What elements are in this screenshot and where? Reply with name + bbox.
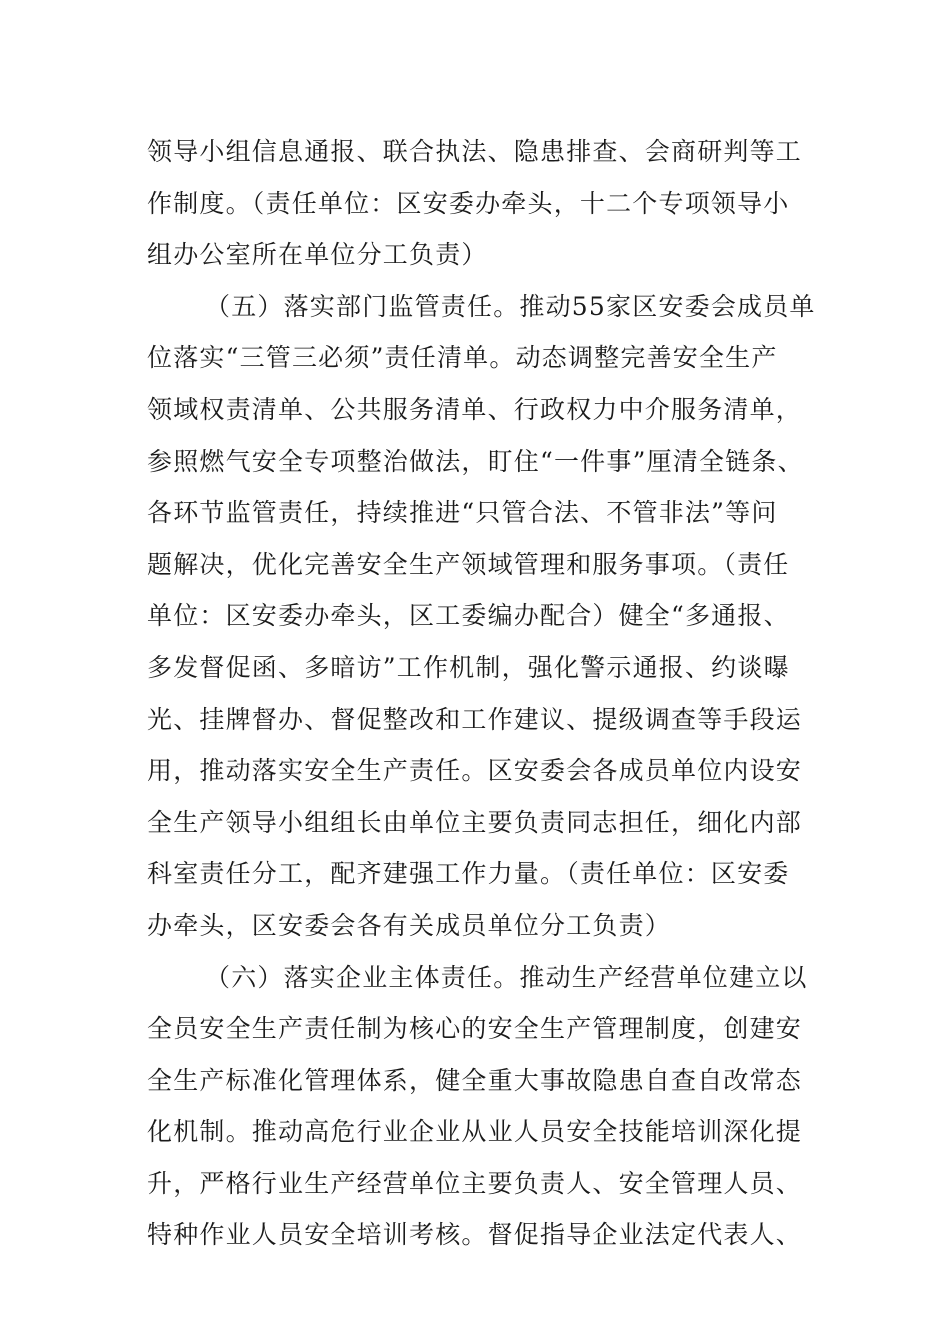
text-line: 光、挂牌督办、督促整改和工作建议、提级调查等手段运 — [147, 704, 803, 734]
text-line: 多发督促函、多暗访”工作机制，强化警示通报、约谈曝 — [147, 652, 790, 682]
text-line: 题解决，优化完善安全生产领域管理和服务事项。（责任 — [147, 549, 790, 579]
text-line: 作制度。（责任单位：区安委办牵头，十二个专项领导小 — [147, 188, 790, 218]
text-line: 组办公室所在单位分工负责） — [147, 240, 488, 270]
text-line: 特种作业人员安全培训考核。督促指导企业法定代表人、 — [147, 1220, 803, 1250]
text-line: 办牵头，区安委会各有关成员单位分工负责） — [147, 910, 672, 940]
text-line: 全生产标准化管理体系，健全重大事故隐患自查自改常态 — [147, 1065, 803, 1095]
section-five-heading-line: （五）落实部门监管责任。推动55家区安委会成员单 — [205, 291, 816, 321]
text-line: 全员安全生产责任制为核心的安全生产管理制度，创建安 — [147, 1014, 803, 1044]
text-line: 化机制。推动高危行业企业从业人员安全技能培训深化提 — [147, 1117, 803, 1147]
text-line: 领域权责清单、公共服务清单、行政权力中介服务清单， — [147, 394, 803, 424]
text-line: 位落实“三管三必须”责任清单。动态调整完善安全生产 — [147, 343, 778, 373]
text-line: 参照燃气安全专项整治做法，盯住“一件事”厘清全链条、 — [147, 446, 804, 476]
text-line: 用，推动落实安全生产责任。区安委会各成员单位内设安 — [147, 756, 803, 786]
text-line: 升，严格行业生产经营单位主要负责人、安全管理人员、 — [147, 1168, 803, 1198]
text-line: 单位：区安委办牵头，区工委编办配合）健全“多通报、 — [147, 601, 790, 631]
text-line: 科室责任分工，配齐建强工作力量。（责任单位：区安委 — [147, 859, 790, 889]
text-line: 领导小组信息通报、联合执法、隐患排查、会商研判等工 — [147, 137, 803, 166]
text-line: 各环节监管责任，持续推进“只管合法、不管非法”等问 — [147, 498, 778, 528]
document-body — [147, 126, 816, 1261]
section-six-heading-line: （六）落实企业主体责任。推动生产经营单位建立以 — [205, 962, 808, 992]
text-line: 全生产领导小组组长由单位主要负责同志担任，细化内部 — [147, 807, 803, 837]
